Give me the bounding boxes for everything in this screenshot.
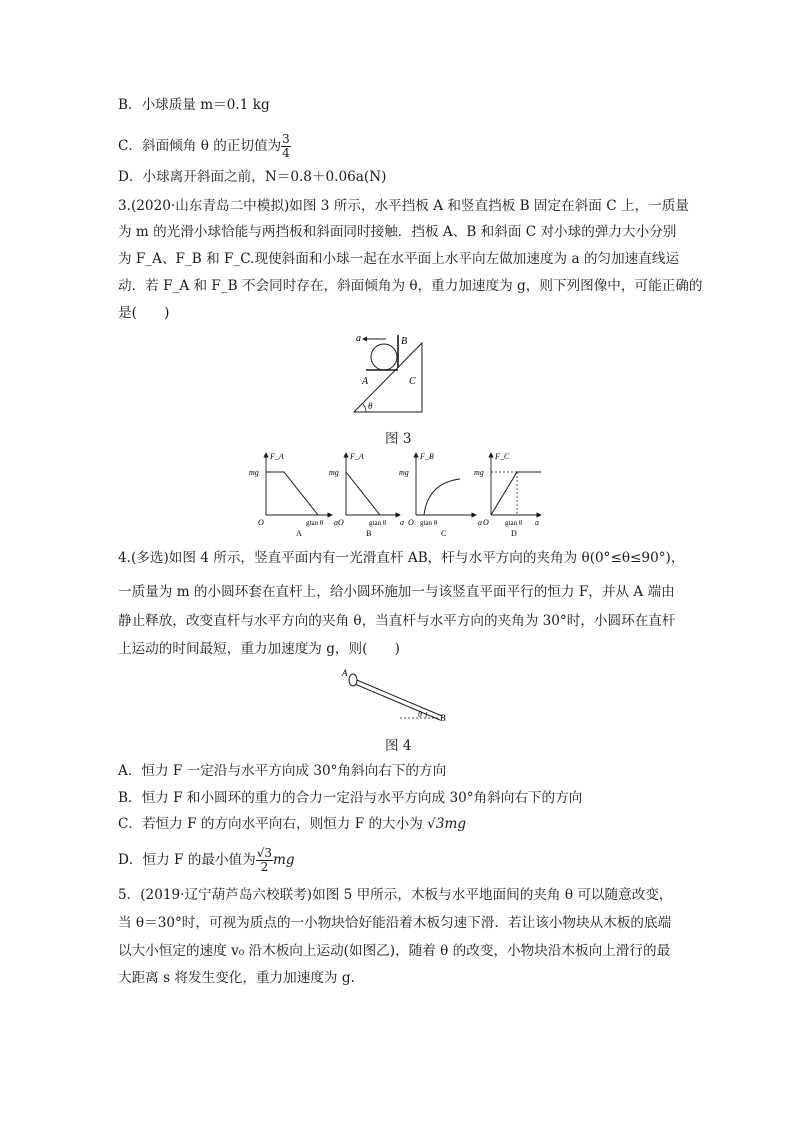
q5-text-line-2: 当 θ＝30°时，可视为质点的一小物块恰好能沿着木板匀速下滑．若让该小物块从木板的底端 — [118, 915, 672, 931]
q4-option-a: A．恒力 F 一定沿与水平方向成 30°角斜向右下的方向 — [118, 763, 447, 779]
fraction-denominator: 4 — [282, 146, 290, 160]
y-label: F_A — [270, 452, 284, 461]
x-label: a — [400, 518, 404, 527]
label-a: A — [342, 668, 348, 678]
q5-text-line-3: 以大小恒定的速度 v₀ 沿木板向上运动(如图乙)，随着 θ 的改变，小物块沿木板向上滑行的最 — [118, 943, 671, 959]
q4-option-b: B．恒力 F 和小圆环的重力的合力一定沿与水平方向成 30°角斜向右下的方向 — [118, 790, 583, 806]
graph-line — [346, 472, 380, 515]
graph-letter: C — [441, 529, 447, 538]
q3-text-line-2: 为 m 的光滑小球恰能与两挡板和斜面同时接触．挡板 A、B 和斜面 C 对小球的弹力大小分别 — [118, 224, 677, 240]
graph-line — [491, 472, 541, 515]
graph-c — [399, 452, 482, 538]
graph-line — [266, 472, 318, 515]
graph-b — [329, 452, 404, 538]
q2-option-d: D．小球离开斜面之前，N＝0.8＋0.06a(N) — [118, 169, 387, 185]
q4-option-c-text: C．若恒力 F 的方向水平向右，则恒力 F 的大小为 — [118, 816, 428, 832]
x-label: a — [478, 518, 482, 527]
graph-curve — [424, 479, 460, 515]
label-a: a — [356, 333, 361, 344]
q2-option-c-text: C．斜面倾角 θ 的正切值为 — [118, 138, 282, 154]
q4-text-line-3: 静止释放，改变直杆与水平方向的夹角 θ，当直杆与水平方向的夹角为 30°时，小圆环在直杆 — [118, 613, 676, 629]
x-mark-label: gtan θ — [369, 519, 387, 527]
q5-text-line-4: 大距离 s 将发生变化，重力加速度为 g. — [118, 970, 355, 986]
x-label: a — [535, 518, 539, 527]
label-a-plate: A — [362, 376, 369, 387]
graph-letter: B — [366, 529, 372, 538]
fraction-3-4 — [281, 133, 291, 160]
q3-text-line-1: 3.(2020·山东青岛二中模拟)如图 3 所示，水平挡板 A 和竖直挡板 B 固定在斜面 C 上，一质量 — [118, 198, 689, 214]
q3-text-line-3: 为 F_A、F_B 和 F_C.现使斜面和小球一起在水平面上水平向左做加速度为 a 的匀加速直线运 — [118, 251, 680, 267]
label-b: B — [401, 336, 408, 347]
x-mark-label: gtan θ — [306, 519, 324, 527]
q3-text-line-5: 是( ) — [118, 305, 170, 321]
y-label: F_A — [350, 452, 364, 461]
mg-label: mg — [329, 468, 339, 477]
arrowhead — [362, 337, 367, 342]
x-mark-label: gtan θ — [420, 519, 438, 527]
figure-4-caption: 图 4 — [385, 738, 412, 754]
q5-text-line-1: 5．(2019·辽宁葫芦岛六校联考)如图 5 甲所示，木板与水平地面间的夹角 θ 可以随意改变， — [118, 887, 673, 903]
graph-a — [249, 452, 338, 538]
q4-text-line-2: 一质量为 m 的小圆环套在直杆上，给小圆环施加一与该竖直平面平行的恒力 F，并从 A 端由 — [118, 584, 675, 600]
graph-letter: A — [296, 529, 302, 538]
fraction-denominator: 2 — [260, 860, 269, 874]
label-c: C — [409, 376, 416, 387]
figure-3-incline-diagram — [340, 325, 460, 420]
q4-option-d — [118, 847, 295, 874]
rod-upper-edge — [352, 678, 442, 716]
angle-arc — [426, 712, 427, 718]
q2-option-c — [118, 133, 291, 160]
x-mark-label: gtan θ — [505, 519, 523, 527]
q4-option-d-text: D．恒力 F 的最小值为 — [118, 852, 256, 868]
ring — [349, 674, 357, 686]
mg-label: mg — [399, 468, 409, 477]
origin-label: O — [338, 518, 344, 527]
q4-text-line-1: 4.(多选)如图 4 所示，竖直平面内有一光滑直杆 AB，杆与水平方向的夹角为 θ(0°≤θ≤90°)， — [118, 550, 685, 566]
origin-label: O — [408, 518, 414, 527]
x-label: a — [334, 518, 338, 527]
graph-letter: D — [511, 529, 517, 538]
figure-4-rod-diagram — [338, 664, 458, 726]
y-label: F_C — [495, 452, 510, 461]
label-theta: θ — [418, 710, 422, 719]
label-b: B — [440, 713, 446, 723]
q2-option-b: B．小球质量 m＝0.1 kg — [118, 97, 270, 113]
q4-text-line-4: 上运动的时间最短，重力加速度为 g，则( ) — [118, 641, 400, 657]
numerator-value: 3 — [264, 846, 273, 860]
figure-3-caption: 图 3 — [385, 431, 412, 447]
graph-d — [474, 452, 541, 538]
origin-label: O — [483, 518, 489, 527]
sqrt-symbol: √ — [427, 816, 436, 832]
figure-3-graphs — [248, 447, 548, 539]
label-theta: θ — [368, 401, 373, 411]
q4-option-c — [118, 815, 466, 833]
q4-option-c-value: 3mg — [435, 816, 467, 832]
fraction-numerator: 3 — [282, 132, 290, 146]
origin-label: O — [258, 518, 264, 527]
ball — [371, 344, 397, 370]
mg-label: mg — [249, 468, 259, 477]
angle-arc — [363, 404, 366, 412]
q3-text-line-4: 动．若 F_A 和 F_B 不会同时存在，斜面倾角为 θ，重力加速度为 g，则下列图像中，可能正确的 — [118, 278, 703, 294]
mg-label: mg — [474, 468, 484, 477]
q4-option-d-suffix: mg — [273, 852, 295, 868]
y-label: F_B — [420, 452, 434, 461]
fraction-sqrt3-2 — [256, 847, 273, 874]
fraction-numerator: √3 — [256, 846, 273, 860]
